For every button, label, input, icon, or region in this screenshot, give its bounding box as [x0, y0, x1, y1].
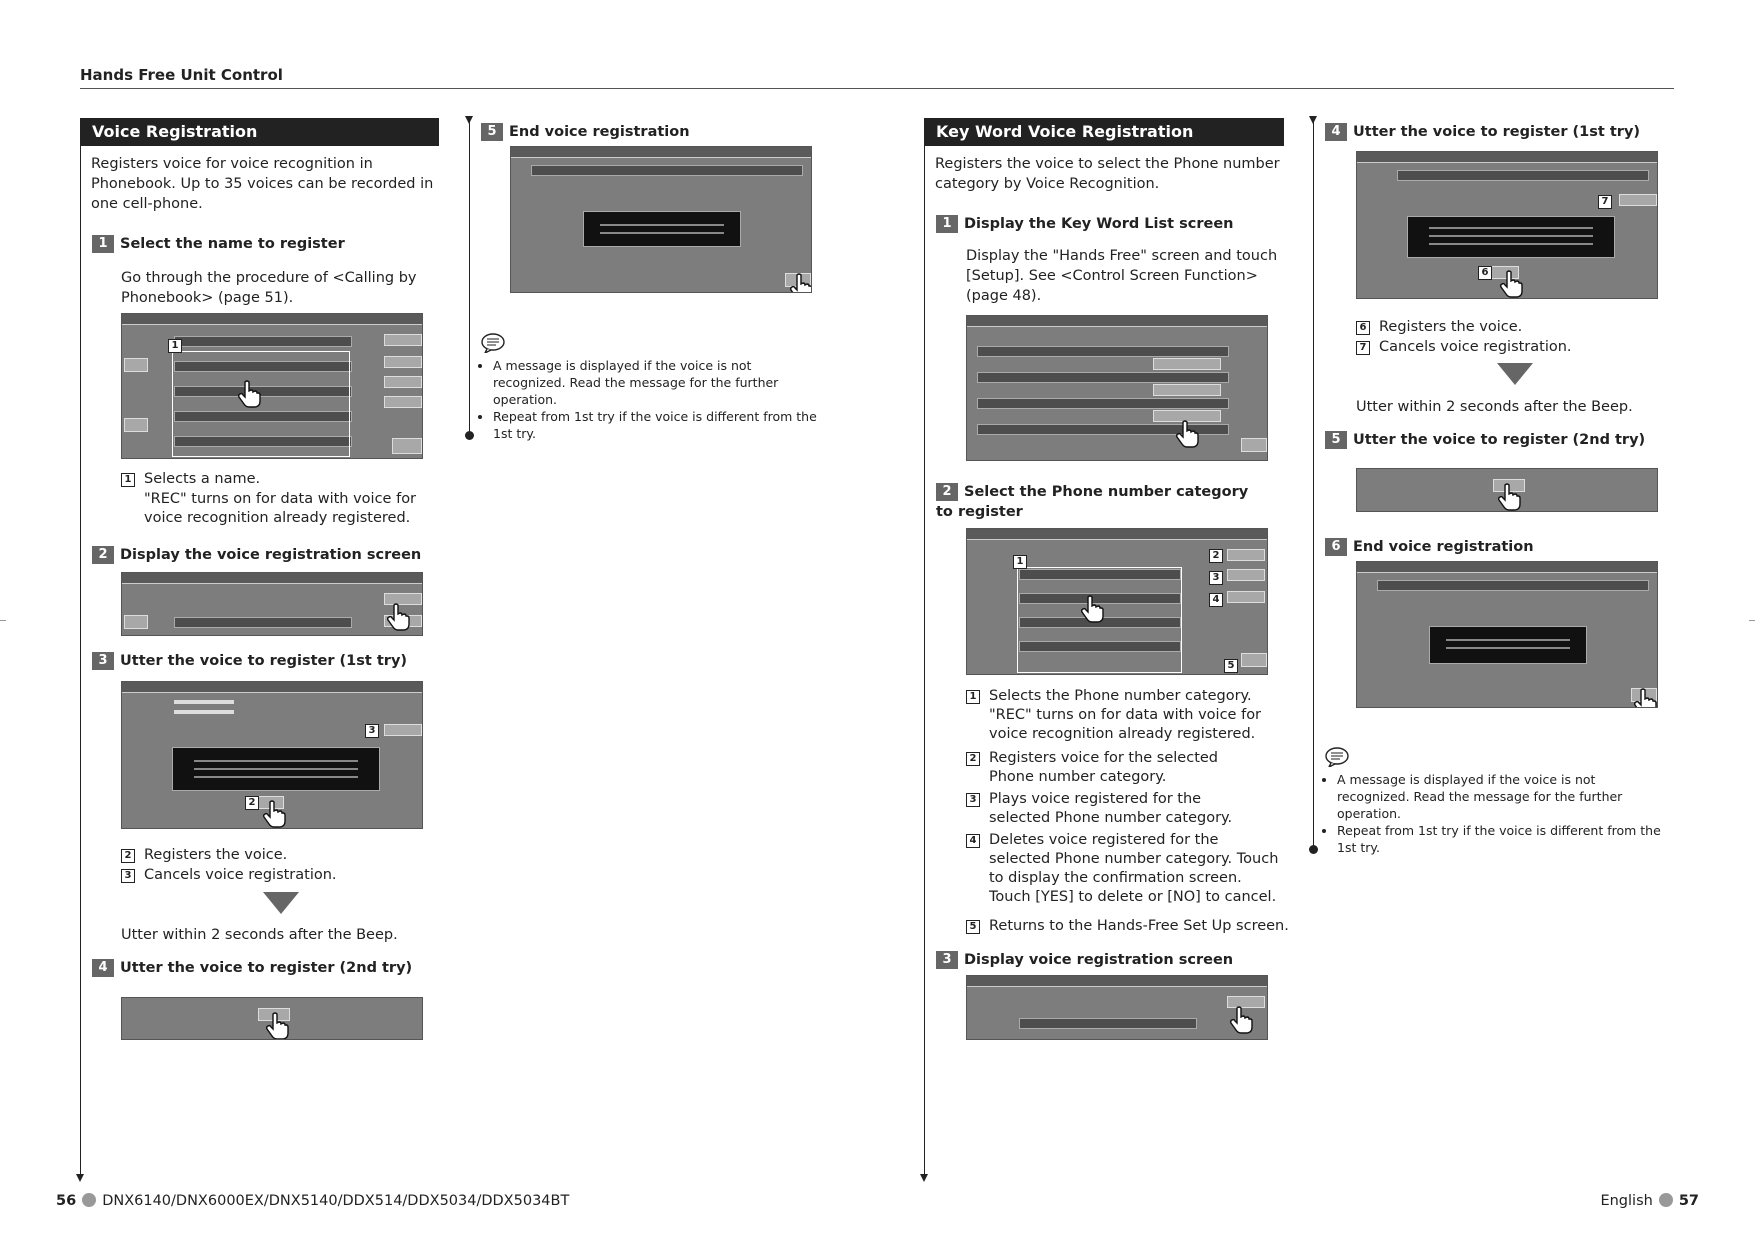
callout-2: 2 [245, 796, 259, 810]
column-line-4 [1313, 118, 1314, 850]
keyword-utter-screenshot [1356, 151, 1658, 299]
callout-item: 1 Selects a name. [121, 470, 441, 489]
phonebook-list-screenshot [121, 313, 423, 459]
step-4-callout-list [1356, 318, 1676, 362]
callout-item: 6 Registers the voice. [1356, 318, 1522, 337]
footer-left [56, 1191, 569, 1211]
pointing-hand-icon [1497, 483, 1521, 511]
pointing-hand-icon [1499, 270, 1523, 298]
step-6: 6 End voice registration [1325, 537, 1534, 557]
crop-mark-left [0, 620, 6, 621]
callout-1: 1 [1013, 555, 1027, 569]
model-list: DNX6140/DNX6000EX/DNX5140/DDX514/DDX5034/DDX5034BT [102, 1193, 570, 1209]
step-3: 3 Display voice registration screen [936, 950, 1233, 970]
step-1: 1 Display the Key Word List screen [936, 214, 1233, 234]
note-list [1325, 771, 1671, 856]
note-icon [481, 333, 505, 353]
step-2-callout-list [966, 687, 1289, 941]
callout-3: 3 [1209, 571, 1223, 585]
pointing-hand-icon [386, 603, 410, 631]
pointing-hand-icon [237, 380, 261, 408]
end-registration-screenshot [510, 146, 812, 293]
step-5: 5 End voice registration [481, 122, 690, 142]
callout-item: 3 Cancels voice registration. [121, 866, 337, 885]
callout-item-note: "REC" turns on for data with voice for voice recognition already registered. [144, 491, 417, 526]
note-item: • Repeat from 1st try if the voice is different from the 1st try. [1337, 822, 1671, 856]
step-3: 3 Utter the voice to register (1st try) [92, 651, 407, 671]
note-item: • Repeat from 1st try if the voice is different from the 1st try. [493, 408, 825, 442]
section-title-keyword-registration: Key Word Voice Registration [924, 118, 1284, 146]
callout-item: 3 Plays voice registered for the selected Phone number category. [966, 790, 1259, 828]
section-intro: Registers the voice to select the Phone number category by Voice Recognition. [935, 156, 1280, 192]
callout-item: 4 Deletes voice registered for the selected Phone number category. Touch to display the confirmation screen. Touch [YES] to delete or [NO] to cancel. [966, 831, 1279, 907]
step-2: 2 Select the Phone number category to register [936, 484, 1249, 520]
column-line-3 [924, 120, 925, 1174]
hands-free-setup-screenshot [966, 315, 1268, 461]
step-3-callout-list [121, 846, 441, 890]
key-word-list-screenshot [966, 528, 1268, 675]
callout-6: 6 [1478, 266, 1492, 280]
pointing-hand-icon [262, 800, 286, 828]
callout-item: 2 Registers voice for the selected Phone number category. [966, 749, 1259, 787]
note-list [481, 357, 825, 442]
callout-4: 4 [1209, 593, 1223, 607]
note-item: • A message is displayed if the voice is not recognized. Read the message for the further operation. [1337, 771, 1671, 822]
step-1: 1 Select the name to register [92, 234, 345, 254]
step-2: 2 Display the voice registration screen [92, 545, 421, 565]
step-4-after-text: Utter within 2 seconds after the Beep. [1356, 399, 1633, 415]
down-triangle-icon [1497, 363, 1533, 385]
step-4: 4 Utter the voice to register (1st try) [1325, 122, 1640, 142]
key-word-voice-screenshot [966, 975, 1268, 1040]
column-line-2 [469, 118, 470, 436]
keyword-end-screenshot [1356, 561, 1658, 708]
footer-dot-icon [1659, 1193, 1673, 1207]
step-4: 4 Utter the voice to register (2nd try) [92, 958, 412, 978]
callout-item: 1 Selects the Phone number category. "REC" turns on for data with voice for voice recognition already registered. [966, 687, 1289, 744]
pointing-hand-icon [789, 273, 812, 293]
callout-5: 5 [1224, 659, 1238, 673]
callout-2: 2 [1209, 549, 1223, 563]
step-5: 5 Utter the voice to register (2nd try) [1325, 430, 1645, 450]
down-triangle-icon [263, 892, 299, 914]
pointing-hand-icon [265, 1012, 289, 1040]
callout-3: 3 [365, 724, 379, 738]
callout-item: 2 Registers the voice. [121, 846, 287, 865]
keyword-second-try-screenshot [1356, 468, 1658, 512]
second-try-screenshot [121, 997, 423, 1040]
callout-item: 7 Cancels voice registration. [1356, 338, 1572, 357]
running-head: Hands Free Unit Control [80, 66, 283, 84]
section-intro: Registers voice for voice recognition in Phonebook. Up to 35 voices can be recorded in one cell-phone. [91, 156, 434, 212]
section-title-voice-registration: Voice Registration [80, 118, 439, 146]
column-line-1 [80, 120, 81, 1174]
step-1-text: Go through the procedure of <Calling by Phonebook> (page 51). [121, 270, 417, 306]
page-number-left: 56 [56, 1193, 77, 1209]
step-3-after-text: Utter within 2 seconds after the Beep. [121, 927, 398, 943]
step-1-callout-list [121, 470, 441, 534]
voice-registration-screenshot [121, 572, 423, 636]
callout-1: 1 [168, 339, 182, 353]
pointing-hand-icon [1175, 420, 1199, 448]
footer-dot-icon [82, 1193, 96, 1207]
callout-7: 7 [1598, 195, 1612, 209]
pointing-hand-icon [1080, 595, 1104, 623]
language-label: English [1600, 1193, 1653, 1209]
utter-voice-screenshot [121, 681, 423, 829]
footer-right [1600, 1191, 1699, 1211]
step-1-text: Display the "Hands Free" screen and touch [Setup]. See <Control Screen Function> (page 48). [966, 248, 1278, 304]
page-number-right: 57 [1678, 1193, 1699, 1209]
crop-mark-right [1749, 620, 1755, 621]
pointing-hand-icon [1229, 1006, 1253, 1034]
callout-item: 5 Returns to the Hands-Free Set Up screen. [966, 917, 1289, 936]
header-rule [80, 88, 1674, 89]
note-icon [1325, 747, 1349, 767]
note-item: • A message is displayed if the voice is not recognized. Read the message for the further operation. [493, 357, 825, 408]
pointing-hand-icon [1633, 688, 1657, 708]
